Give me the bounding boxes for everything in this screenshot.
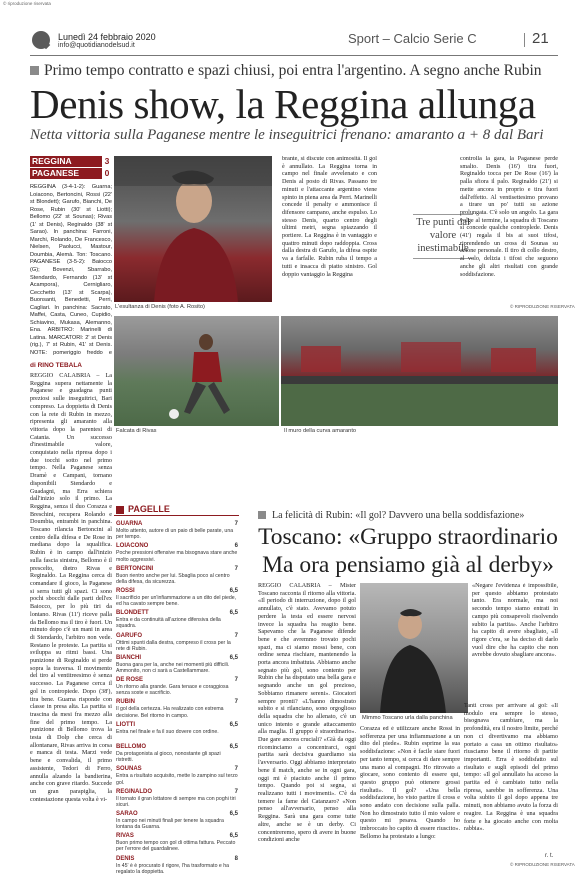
pagella-player-name: ROSSI [116,587,135,594]
pagella-description: In campo nei minuti finali per tenere la squadra lontana da Guarna. [116,817,224,831]
pagella-player-name: BIANCHI [116,654,141,661]
pagella-player-name: RUBIN [116,699,135,706]
pagella-vote: 6,5 [229,810,238,817]
article-column-1: REGGIO CALABRIA – La Reggina supera nettamente la Paganese e guadagna punti preziosi sulle inseguitrici, Bari compreso. La doppietta di Denis con la rete di Rubin in mezzo, ripresenta gli amaranto alla vittoria dopo la parentesi di Catania. Un successo d'inestimabile valore, conquistato nella ripresa dopo i due tocchi sotto nel primo tempo. Nella Paganese senza Dramè e Campani, tornano disponibili Stendardo e Guadagni, ma Erra schiera dall'inizio solo il primo. La Reggina, senza il duo Corazza e Breschini, recupera Rolando e Doumbia, entrambi in panchina. Toscano rilancia Bertoncini al centro della difesa e De Rose in mediana dopo la squalifica. Rubin è in campo dall'inizio sulla fascia sinistra, Bellomo è il prescelto, dietro Rivas e Reginaldo. La Reggina cerca di comandare il gioco, la Paganese si serra tutti gli spazi. Ci sono pochi sbocchi dalle parti dell'ex Baiocco, per lo più tiri da lontano. Rivas (11') riceve palla da Bellomo ma il tiro è fuori. Un minuto dopo c'è un mani in area di Stendardo, l'arbitro non vede. Restano le proteste. La partita si sviluppa su ritmi bassi. Una punizione di Reginaldo si perde sopra la traversa. Il movimento del tiro al ventitreesimo è senza successo. La Paganese cerca il gol in contropiede. Dopo (38'), tira bene. Guarna risponde con classe in presa alta. La partita si trascina da mesi fra mezzo alla fine del primo tempo. La punizione di Bellomo trova la testa di Dolp che cerca di allontanare, Rivas arriva in corsa e manca di testa. Marzi vede bene e convalida, il primo assistente, Tedori di Ferro, annulla alzando la bandierina, anche con grave ritardo. Succede un gran parapiglia, la contestazione questa volta è vi- [30,373,112,803]
article-subhead: Netta vittoria sulla Paganese mentre le inseguitrici frenano: amaranto a + 8 dal Bari [30,127,544,143]
article2-headline-2: Ma ora pensiamo già al derby» [262,552,554,578]
pagella-player-name: BLONDETT [116,610,149,617]
article2-column-2: Corazza ed è utilizzare anche Rossi in sofferenza per una infiammazione a un dito del piede». Rubin esprime la sua soddisfazione: «Non è facile stare fuori per tanto tempo, si cerca di dare sempre una mano al compagni. Ho ritrovato a giocare, sono contento di essere qui, questo gruppo può ottenere grossi risultati». Il gol? «Una bella soddisfazione, ho visto partire il cross e sono andato con decisione sulla palla. Non ho dimostrato tutto il mio valore e questo mi pesava. Quando ho imbroccato ho capito di essere riuscito». Bellomo ha protestato a lungo: [360,726,460,840]
photo-caption-left: Falcata di Rivas [116,428,157,434]
kicker2-square-icon [258,511,266,519]
pagella-vote: 7 [234,788,238,795]
photo-rivas-sprint [114,316,279,426]
section-title: Sport – Calcio Serie C [348,31,477,46]
pagella-description: Da protagonista al gioco, nonostante gli spazi ristretti. [116,751,221,764]
pagella-player-name: DENIS [116,855,135,862]
byline: di RINO TEBALA [30,362,82,369]
pagella-description: Il gol della certezza. Ha realizzato con estrema decisione. Bel ritorno in campo. [116,706,224,719]
pagella-player-name: LIOTTI [116,721,135,728]
score-goals-away: 0 [102,168,112,179]
photo-rivas-figure-icon [114,316,279,426]
score-team-home: REGGINA [32,156,72,166]
pagella-player-name: GARUFO [116,632,142,639]
photo-denis-celebration [114,156,272,302]
pagella-description: Entra e da continuità all'azione difensiva della squadra. [116,617,221,630]
header-divider [524,33,525,47]
pagelle-header [114,504,239,516]
pagella-vote: 6 [234,543,238,550]
score-goals-home: 3 [102,156,112,167]
pagella-player-name: DE ROSE [116,677,144,684]
pagella-player-name: BERTONCINI [116,565,154,572]
pagella-player-name: SARAO [116,810,138,817]
article-column-2: brante, si discute con animosità. Il gol è annullato. La Reggina torna in campo nel finale avvelenato e con Denis al posto di Rivas. Passano tre minuti e l'attaccante argentino viene spinto in piena area da Perri. Marinelli concede il penalty e ammonisce il difensore campano, anche espulso. Lo stesso Denis, quarto centro degli ultimi metri, segna spiazzando il portiere. La Reggina è in vantaggio e quattro minuti dopo raddoppia. Cross dalla destra di Garufo, la difesa ospite va a farfalle. Rubin ruba il tempo a tutti e insacca di piatto sinistro. Gol doppio vantaggio la Reggina [282,156,377,278]
article-column-3: controlla la gara, la Paganese perde smalto. Denis (16') tira fuori, Reginaldo tocca per De Rose (16') la palla sfiora il palo. Reginaldo (21') si mette ancora in proprio e tira fuori dall'effetto. Al ventisettesimo provano a tirare un po' tutti su azione prolungata. C'è solo un angolo. La gara volge al termine, la squadra di Toscano si concede qualche controplede. Denis (41') regala il bis ai suoi tifosi, riprendendo un cross di Sounas su azione personale. Il tiro di collo destro, al volo, delizia i tifosi che seguono anche gli altri risultati con grande soddisfazione. [460,156,558,278]
pagella-vote: 8 [234,855,238,862]
pagella-player-name: RIVAS [116,833,134,840]
newspaper-logo-icon [32,31,50,49]
page-number: 21 [532,30,549,47]
article2-kicker: La felicità di Rubin: «Il gol? Davvero una bella soddisfazione» [272,510,525,521]
article2-signature: r. t. [545,853,554,859]
article-kicker: Primo tempo contratto e spazi chiusi, poi entra l'argentino. A segno anche Rubin [44,62,542,79]
pagella-description: Un ritorno alla grande. Gara tenace e coraggiosa senza soste e sacrificio. [116,684,229,697]
article2-column-1: REGGIO CALABRIA – Mister Toscano racconta il ritorno alla vittoria. «Il periodo di interruzione, dopo il gol annullato, c'è stato. Avevamo potuto perdere la testa ed essere nervosi invece la squadra ha reagito bene. Sapevamo che la Paganese difende bene e che avremmo trovato pochi spazi, ma ci siamo mossi bene, con ordine senza rischiare, mantenendo la porta ancora imbattuta. Abbiamo anche segnato più gol, sono contento per Rubin che ha disputato una bella gara e segnando anche un gol prezioso, Sobbiamo rimanere sereni». Giocatori sempre pronti? «L'hanno dimostrato subito e si rilanciano, sono orgoglioso della squadra che ho allenato, c'è un unico intento e grande attaccamento alla maglia. Il gruppo è straordinario». Due gare ancora cruciali? «Già da oggi ricominciamo a concentrarci, ogni partita sarà decisiva guardiamo sia l'avversario. Oggi abbiamo interpretato bene il match, anche se in ogni gara, oggi mi è piaciuto anche il primo tempo. Quando poi si segna, si realizzano tutti i movimenti». C'è da temere la fame del Catanzaro? «Non penso all'avversario, penso alla Reggina. Sarà una gara come tutte altre, anche se è un derby. Ci concentreremo, spero di avere in buone condizioni anche [258,583,356,844]
pagella-player-name: BELLOMO [116,744,146,750]
pagella-player-name: GUARNA [116,521,143,527]
pagella-description: Buon primo tempo con gol di ottima fattura. Peccato per l'errore del guardalinee. [116,840,236,853]
score-row-away [30,168,112,179]
photo-caption-right: Il muro della curva amaranto [284,428,357,434]
pagella-description: Entra nel finale e fa il suo dovere con ordine. [116,728,219,735]
copyright-article1: © RIPRODUZIONE RISERVATA [510,304,575,309]
pagella-vote: 7 [234,632,238,639]
contact-email[interactable]: info@quotidianodelsud.it [58,42,135,49]
pagella-vote: 6,5 [229,654,238,661]
photo-toscano [360,583,468,713]
article-headline: Denis show, la Reggina allunga [30,81,536,127]
photo-caption-main: L'esultanza di Denis (foto A. Rosito) [115,304,205,310]
pagella-vote: 6,5 [229,610,238,617]
pagella-player-name: LOIACONO [116,543,149,550]
pagella-description: Molto attento, autore di un paio di belle parate, una per tempo. [116,528,234,541]
pagella-description: Buon rientro anche per lui. Sbaglia poco al centro della difesa, da sicurezza. [116,572,230,585]
photo-caption-toscano: Mimmo Toscano urla dalla panchina [362,715,453,721]
pagella-description: Il tornato il gran lottatore di sempre ma con poghi tiri sicuri. [116,795,236,808]
photo-curva-amaranto [281,316,558,426]
score-team-away: PAGANESE [32,168,80,178]
kicker-square-icon [30,66,39,75]
pagella-vote: 6,5 [229,721,238,728]
pagella-vote: 7 [234,677,238,684]
header-rule [30,55,558,56]
pagelle-title: PAGELLE [128,504,170,514]
pull-quote: Tre punti dal valore inestimabile [416,217,470,254]
article2-column-3-top: «Negare l'evidenza è impossibile, per questo abbiamo protestato tanto. Era normale, ma noi secondo tempo siamo entrati in campo più consapevoli risolvendo subito la partita». Anche l'arbitro ha capito di avere sbagliato, «Il rigore c'era, se ha deciso di darlo vuol dire che ha capito che non avrebbe dovuto sbagliare ancora». [472,583,558,659]
photo-toscano-figure-icon [360,583,468,713]
photo-denis-figure-icon [114,156,272,302]
pagella-description: Buona gara per la, anche nei momenti più difficili. Ammonito, non ci sarà a Castellammare. [116,661,230,674]
score-row-home [30,156,112,167]
pagella-vote: 7 [234,699,238,706]
pagella-vote: 6,5 [229,744,238,750]
pagella-vote: 7 [234,521,238,527]
pagella-player-name: REGINALDO [116,788,152,795]
pagella-description: In 45' è è procurato il rigore, l'ha trasformato e ha regalato la doppietta. [116,862,229,874]
pagella-vote: 7 [234,565,238,572]
pagella-description: Il sacrificio per un'infiammazione a un dito del piede, ed ha cavato sempre bene. [116,594,237,608]
pagelle-square-icon [116,506,124,514]
pagella-vote: 6,5 [229,587,238,594]
photo-crowd-icon [281,316,558,426]
issue-date: Lunedì 24 febbraio 2020 [58,32,156,42]
pagella-vote: 6,5 [229,833,238,840]
pagella-vote: 7 [234,766,238,773]
copyright-article2: © RIPRODUZIONE RISERVATA [510,862,575,867]
article2-column-3-bottom: Tanti cross per arrivare al gol: «Il modulo era sempre lo stesso, bisognava cambiare, ma la profondità, era il nostro limite, perché non ci divertivamo ma abbiamo portato a casa un ottimo risultato» riusciamo bene il ritorno di partite importanti. Erra è soddisfatto sul risultato e sugli episodi del primo tempo: «Il gol annullato ha acceso la partita ed è cambiato tutto nella ripresa, sarebbe in sofferenza. Una volta subito il gol dopo appena tre minuti, non abbiamo avuto la forza di reagire. La Reggina è una squadra forte e ha giocato anche con molta rabbia». [464,703,558,833]
pagella-description: Entra a risultato acquisito, mette lo zampino sul terzo gol. [116,773,238,786]
pagella-description: Poche pressioni offensive ma bisognava stare anche molto aggressivi. [116,550,238,563]
match-report-tabellino: REGGINA (3-4-1-2): Guarna; Loiacono, Bertoncini, Rossi (22' st Blondett); Garufo, Bianchi, De Rose, Rubin (30' st Liotti); Bellomo (22' st Sounas); Rivas (1' st Denis), Reginaldo (38' st Sarao). In panchina: Farroni, Marchi, Rolando, De Francesco, Nielsen, Paolucci, Mastour, Doumbia, Alemà. Ton: Toscano. PAGANESE (3-5-2): Baiocco (G); Bovenzi, Sbarrabo, Stendardo, Fernando (13' st Acampora), Cernigliaro, Cecchetto (13' st Scarpa), Buonsanti, Benedetti, Perri, Cagliari. In panchina: Sacrato, Maffei, Casta, Cuneo, Cupidio, Schiavino, Mukasa, Alemanno, Ena. ARBITRO: Marinelli di Latina. MARCATORI: 2' st Denis (rig.), 7' st Rubin, 41' st Denis. NOTE: pomeriggio freddo e [30,184,112,356]
pagella-description: Ottimi spunti dalla destra, compreso il cross per la rete di Rubin. [116,639,231,652]
copyright-note: © riproduzione riservata [3,1,51,6]
article2-headline-1: Toscano: «Gruppo straordinario [258,524,558,550]
pagella-player-name: SOUNAS [116,766,142,773]
